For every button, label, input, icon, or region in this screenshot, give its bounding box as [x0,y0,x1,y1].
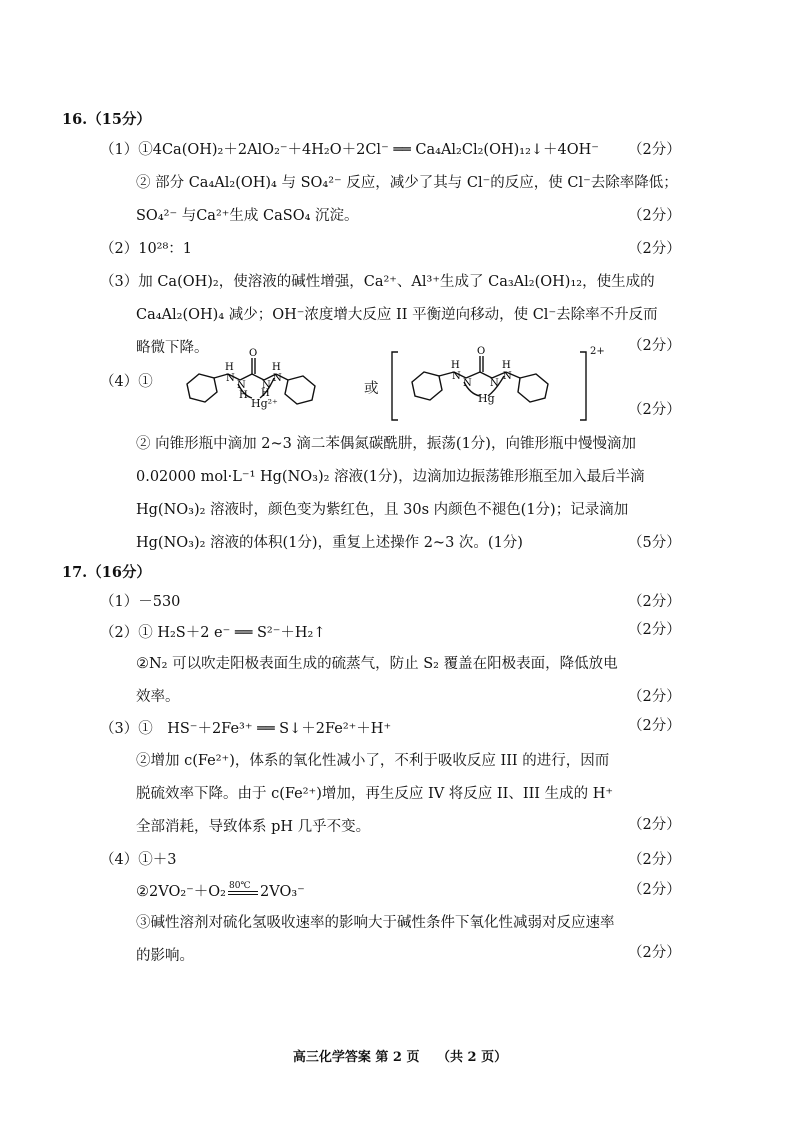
q17-p3-2c: 全部消耗，导致体系 pH 几乎不变。 [136,819,371,835]
svg-text:N: N [452,371,461,382]
q16-p4-2-score: （5分） [628,535,681,551]
equals-sign-icon-lower [228,894,258,895]
q16-p4-2b: 0.02000 mol·L⁻¹ Hg(NO₃)₂ 溶液(1分)，边滴加边振荡锥形瓶至加入最后半滴 [136,469,645,485]
q17-p4-2 [136,882,305,902]
equals-sign-icon [228,891,258,892]
svg-text:H: H [225,362,234,373]
svg-text:H: H [502,360,511,371]
q17-p4-2-right: 2VO₃⁻ [260,884,305,900]
q16-p4-label: （4）① [100,374,153,390]
q16-p4-or: 或 [364,381,379,397]
q16-p3b: Ca₄Al₂(OH)₄ 减少；OH⁻浓度增大反应 II 平衡逆向移动，使 Cl⁻去除率不升反而 [136,307,658,323]
svg-text:N: N [490,378,499,389]
q16-p4-2a: ② 向锥形瓶中滴加 2~3 滴二苯偶氮碳酰肼，振荡(1分)，向锥形瓶中慢慢滴加 [136,436,636,452]
reaction-condition: 80℃ [229,881,251,891]
q17-p4-3b: 的影响。 [136,948,194,964]
hg-ion-label-1: Hg²⁺ [251,397,278,410]
svg-text:O: O [249,348,258,359]
q16-p3-score: （2分） [628,338,681,354]
q16-p1-2-score: （2分） [628,208,681,224]
q16-header: 16.（15分） [62,111,151,128]
hg-complex-structure-2 [390,340,600,430]
svg-text:N: N [503,371,512,382]
q16-p4-2c: Hg(NO₃)₂ 溶液时，颜色变为紫红色，且 30s 内颜色不褪色(1分)；记录滴加 [136,502,629,518]
q17-p3-2-score: （2分） [628,817,681,833]
reaction-condition-arrow [226,882,260,902]
q17-p4-2-left: ②2VO₂⁻＋O₂ [136,884,226,900]
q16-p4-2d: Hg(NO₃)₂ 溶液的体积(1分)，重复上述操作 2~3 次。(1分) [136,535,523,551]
q17-header: 17.（16分） [62,564,151,581]
q17-p2-2a: ②N₂ 可以吹走阳极表面生成的硫蒸气，防止 S₂ 覆盖在阳极表面，降低放电 [136,656,618,672]
svg-text:O: O [477,346,486,357]
svg-text:H: H [261,388,270,399]
q17-p1-score: （2分） [628,594,681,610]
svg-text:H: H [239,390,248,401]
svg-text:N: N [237,380,246,391]
svg-text:N: N [273,373,282,384]
q17-p2-1-score: （2分） [628,622,681,638]
hg-atom-label-2: Hg [478,392,495,405]
q17-p4-3a: ③碱性溶剂对硫化氢吸收速率的影响大于碱性条件下氧化性减弱对反应速率 [136,915,615,931]
q17-p3-1-score: （2分） [628,718,681,734]
q16-p1-2b: SO₄²⁻ 与Ca²⁺生成 CaSO₄ 沉淀。 [136,208,359,224]
page-footer: 高三化学答案 第 2 页 （共 2 页） [292,1050,508,1065]
svg-text:H: H [272,362,281,373]
q17-p2-2-score: （2分） [628,689,681,705]
q17-p3-2b: 脱硫效率下降。由于 c(Fe²⁺)增加，再生反应 IV 将反应 II、III 生成的 H⁺ [136,786,614,802]
q16-p3c: 略微下降。 [136,340,209,356]
svg-text:N: N [463,378,472,389]
q17-p4-2-score: （2分） [628,882,681,898]
q17-p3-2a: ②增加 c(Fe²⁺)，体系的氧化性减小了，不利于吸收反应 III 的进行，因而 [136,753,610,769]
q17-p2-1: （2）① H₂S＋2 e⁻ ══ S²⁻＋H₂↑ [100,625,326,641]
q16-p1-2a: ② 部分 Ca₄Al₂(OH)₄ 与 SO₄²⁻ 反应，减少了其与 Cl⁻的反应，使 Cl⁻去除率降低； [136,175,678,191]
q17-p4-1-score: （2分） [628,852,681,868]
q16-p1-equation: （1）①4Ca(OH)₂＋2AlO₂⁻＋4H₂O＋2Cl⁻ ══ Ca₄Al₂Cl₂(OH)₁₂↓＋4OH⁻ [100,142,599,158]
q17-p4-3-score: （2分） [628,945,681,961]
q16-p2: （2）10²⁸：1 [100,241,193,257]
svg-text:H: H [451,360,460,371]
q17-p2-2b: 效率。 [136,689,180,705]
svg-text:N: N [262,380,271,391]
q17-p3-1: （3）① HS⁻＋2Fe³⁺ ══ S↓＋2Fe²⁺＋H⁺ [100,721,392,737]
complex-charge: 2+ [590,346,605,357]
q17-p4-1: （4）①＋3 [100,852,177,868]
hg-complex-structure-1 [172,344,352,424]
q16-p4-1-score: （2分） [628,402,681,418]
q16-p1-score: （2分） [628,142,681,158]
svg-text:N: N [226,373,235,384]
q16-p2-score: （2分） [628,241,681,257]
q17-p1: （1）－530 [100,594,181,610]
q16-p3a: （3）加 Ca(OH)₂，使溶液的碱性增强，Ca²⁺、Al³⁺生成了 Ca₃Al₂(OH)₁₂，使生成的 [100,274,655,290]
